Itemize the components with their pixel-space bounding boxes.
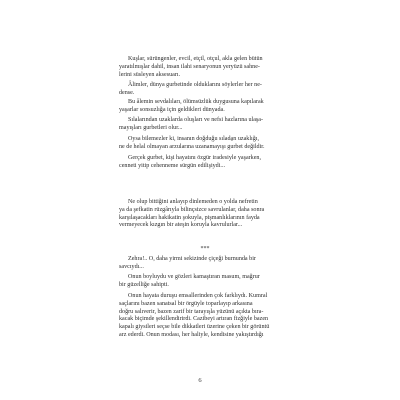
text-line: ya da şefkatin rüzgârıyla bilinçsizce savrulanlar, daha sonra bbox=[119, 206, 265, 213]
text-line: dense. bbox=[119, 89, 135, 96]
text-line: Sılalarından uzaklarda oluşları ve nefsi hazlarına ulaşa- bbox=[128, 117, 264, 123]
text-line: saçlarını bazen sanatsal bir örgüyle toparlayıp arkasına bbox=[119, 300, 253, 307]
paragraph bbox=[119, 82, 289, 98]
text-line: Ne olup bittiğini anlayıp dinlemeden o yolda nefretin bbox=[128, 199, 258, 205]
paragraph bbox=[119, 117, 289, 133]
text-line: Onun boyluydu ve gözleri kamaştıran masum, mağrur bbox=[128, 274, 260, 280]
paragraph bbox=[119, 199, 289, 230]
text-line: savcıydı... bbox=[119, 263, 144, 270]
text-line: arz ederdi. Onun modası, her haliyle, kendisine yakıştırdığı bbox=[119, 331, 264, 338]
text-line: Onun hayata duruşu emsallerinden çok farklıydı. Kumral bbox=[128, 293, 268, 299]
paragraph bbox=[119, 293, 289, 340]
text-line: yaşarlar sonsuzlığa için geldikleri dünyada. bbox=[119, 106, 225, 113]
paragraph bbox=[119, 99, 289, 115]
text-line: kacak biçimde şekillendirirdi. Cazibeyi artıran fizğiyle bazen bbox=[119, 316, 269, 323]
text-line: Kuşlar, sürüngenler, evcil, etçil, otçul, akla gelen bütün bbox=[128, 56, 263, 62]
text-line: yaratılmışlar dahil, insan ilahi senaryonun yeryüzü sahne- bbox=[119, 63, 260, 70]
text-line: cenneti yitip cehenneme sürgün edilişiydi... bbox=[119, 162, 225, 169]
text-line: ne de helal olmayan arzularına uzanamayışı gurbet değildir. bbox=[119, 143, 265, 150]
text-line: Zehra!.. O, daha yirmi sekizinde çiçeği burnunda bir bbox=[128, 256, 256, 262]
text-line: Bu âlemin sevdalıları, ölümsüzlük duygusuna kapılarak bbox=[128, 99, 264, 105]
paragraph bbox=[119, 136, 289, 152]
text-line: Gerçek gurbet, kişi hayatını özgür iradesiyle yaşarken, bbox=[128, 155, 261, 161]
text-line: mayışları gurbetleri olur... bbox=[119, 124, 183, 131]
text-line: karşılaşacakları hakikatin şokuyla, pişmanlıklarının fayda bbox=[119, 214, 260, 221]
paragraph bbox=[119, 155, 289, 171]
paragraph bbox=[119, 56, 289, 79]
text-line: kapalı giysileri seçse bile dikkatleri üzerine çeken bir görüntü bbox=[119, 324, 270, 331]
text-line: Âlimler, dünya gurbetinde olduklarını söylerler her ne- bbox=[128, 82, 262, 88]
page-number: 6 bbox=[198, 377, 202, 384]
text-line: bir güzelliğe sahipti. bbox=[119, 281, 169, 288]
text-line: Oysa bilemezler ki, insanın doğduğu sılada̱n uzaklığı, bbox=[128, 136, 259, 142]
text-line: vermeyecek kızgın bir ateşin koruyla kavrulurlar... bbox=[119, 222, 243, 229]
text-line: doğru salıverir, bazen zarif bir tarayışla yüzünü açıkta bıra- bbox=[119, 308, 264, 315]
paragraph bbox=[119, 256, 289, 272]
text-line: lerini süsleyen aksesuarı. bbox=[119, 71, 181, 78]
section-separator: *** bbox=[200, 246, 210, 252]
paragraph bbox=[119, 274, 289, 290]
